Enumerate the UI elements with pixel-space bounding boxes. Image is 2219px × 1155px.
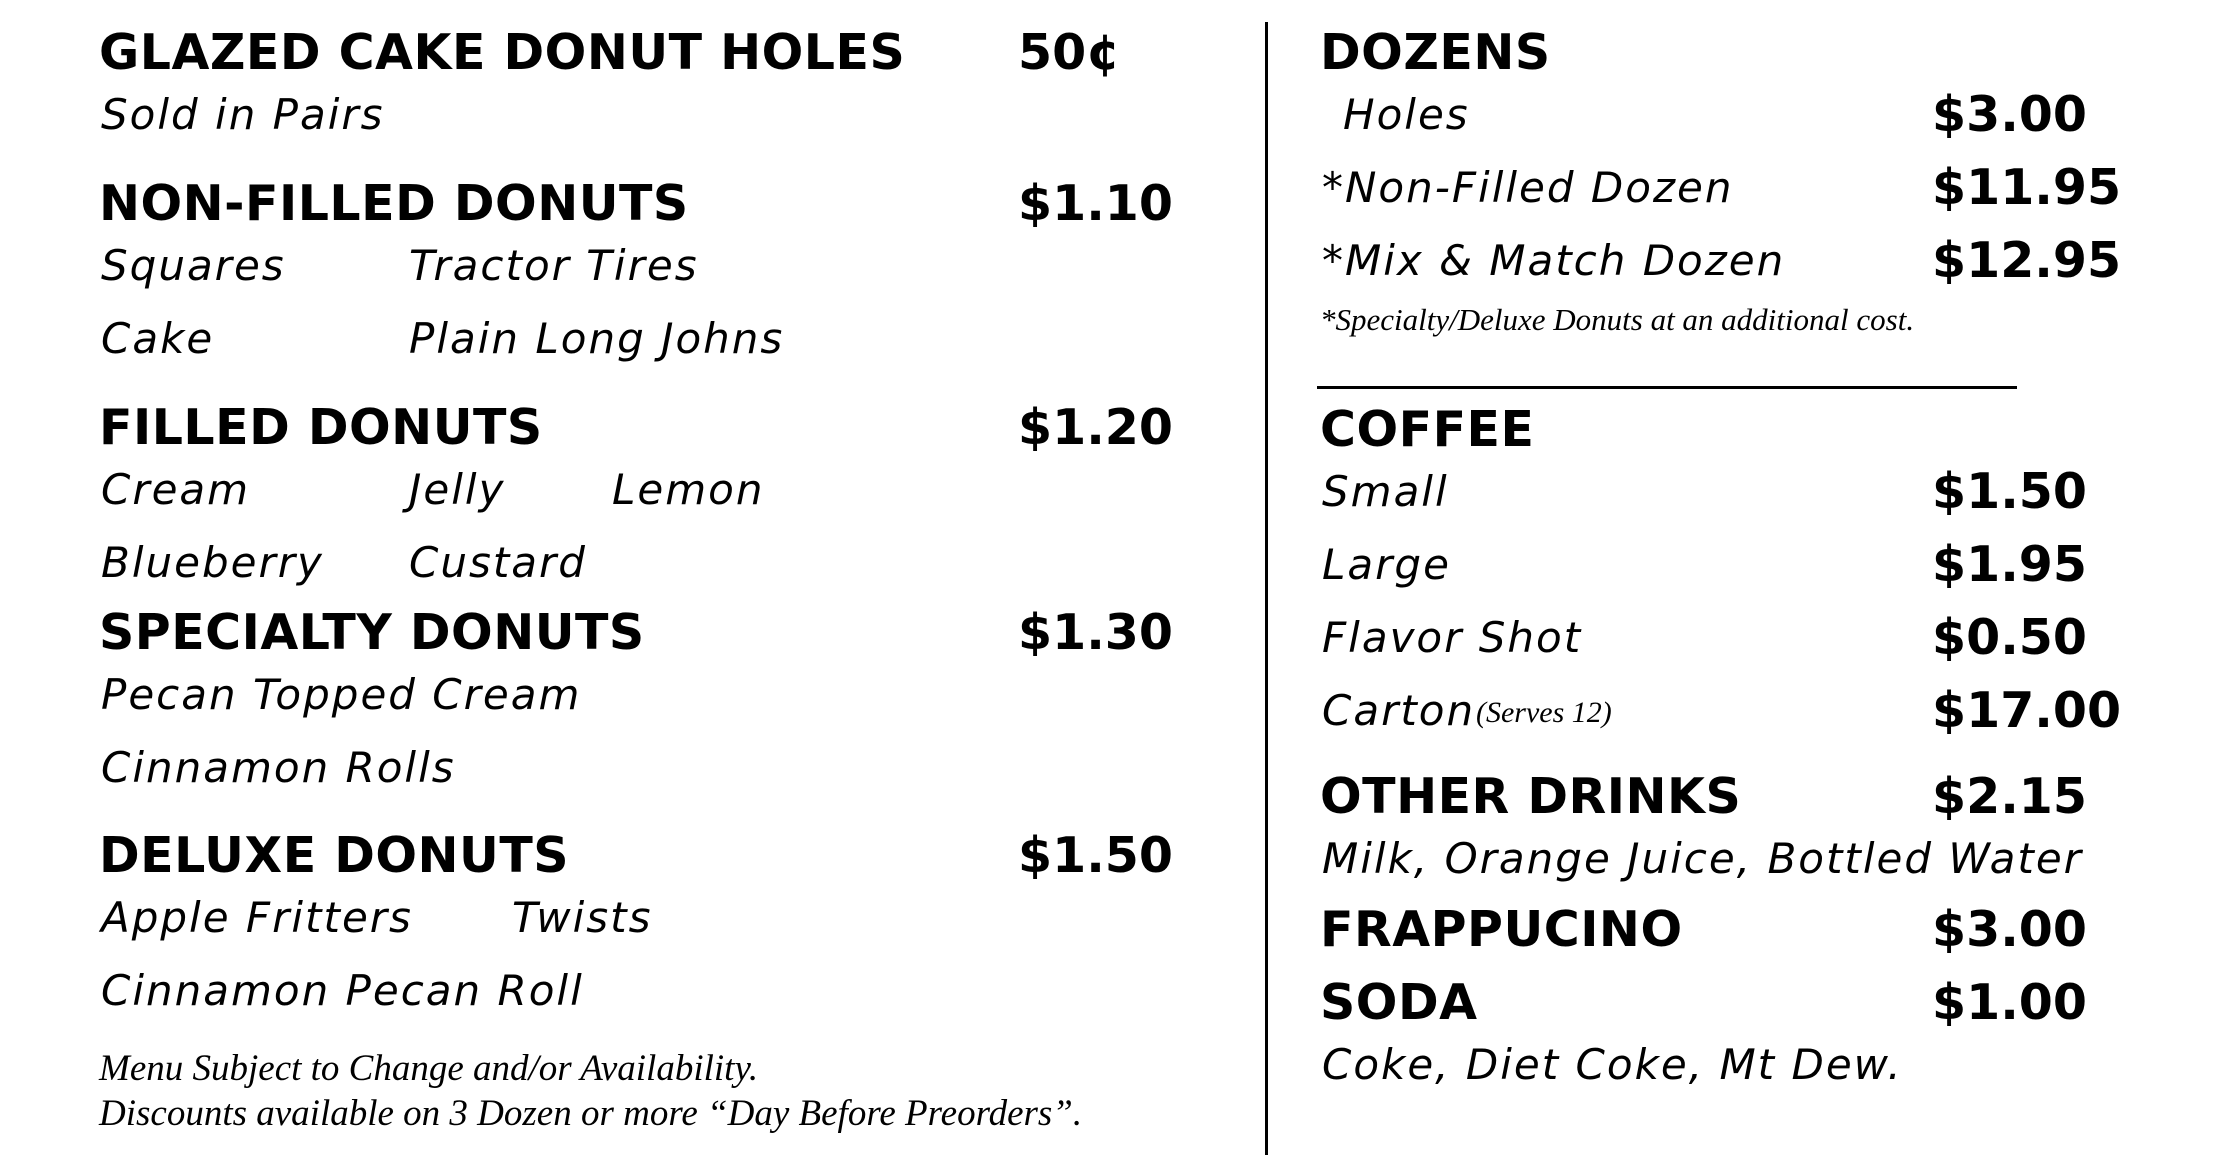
dozens-item-holes-price: $3.00	[1932, 86, 2087, 143]
coffee-item-flavor-shot-label: Flavor Shot	[1322, 613, 1583, 662]
deluxe-item-apple-fritters: Apple Fritters	[101, 893, 413, 942]
coffee-item-carton-price: $17.00	[1932, 682, 2122, 739]
non-filled-item-cake: Cake	[101, 314, 215, 363]
glazed-note: Sold in Pairs	[101, 90, 385, 139]
dozens-item-holes-label: Holes	[1343, 90, 1470, 139]
frappucino-title: FRAPPUCINO	[1320, 901, 1683, 958]
other-drinks-title: OTHER DRINKS	[1320, 768, 1742, 825]
specialty-item-pecan-topped-cream: Pecan Topped Cream	[101, 670, 582, 719]
frappucino-price: $3.00	[1932, 901, 2087, 958]
footer-note-availability: Menu Subject to Change and/or Availability.	[99, 1048, 759, 1089]
coffee-item-large-label: Large	[1322, 540, 1451, 589]
non-filled-item-plain-long-johns: Plain Long Johns	[409, 314, 785, 363]
filled-item-jelly: Jelly	[409, 465, 506, 514]
coffee-title: COFFEE	[1320, 401, 1535, 458]
section-rule	[1317, 386, 2017, 389]
specialty-price: $1.30	[1018, 604, 1173, 661]
deluxe-price: $1.50	[1018, 827, 1173, 884]
coffee-item-carton-sub: (Serves 12)	[1476, 696, 1612, 729]
non-filled-price: $1.10	[1018, 175, 1173, 232]
filled-item-lemon: Lemon	[612, 465, 765, 514]
filled-item-custard: Custard	[409, 538, 587, 587]
dozens-item-non-filled-label: *Non-Filled Dozen	[1322, 163, 1734, 212]
specialty-title: SPECIALTY DONUTS	[99, 604, 645, 661]
soda-title: SODA	[1320, 974, 1478, 1031]
coffee-item-small-price: $1.50	[1932, 463, 2087, 520]
deluxe-title: DELUXE DONUTS	[99, 827, 570, 884]
soda-price: $1.00	[1932, 974, 2087, 1031]
non-filled-item-tractor-tires: Tractor Tires	[409, 241, 699, 290]
specialty-item-cinnamon-rolls: Cinnamon Rolls	[101, 743, 456, 792]
dozens-item-mix-match-label: *Mix & Match Dozen	[1322, 236, 1786, 285]
filled-title: FILLED DONUTS	[99, 399, 543, 456]
filled-item-blueberry: Blueberry	[101, 538, 324, 587]
dozens-item-non-filled-price: $11.95	[1932, 159, 2122, 216]
coffee-item-carton-label: Carton	[1322, 686, 1476, 735]
filled-item-cream: Cream	[101, 465, 251, 514]
dozens-item-mix-match-price: $12.95	[1932, 232, 2122, 289]
other-drinks-price: $2.15	[1932, 768, 2087, 825]
soda-items: Coke, Diet Coke, Mt Dew.	[1322, 1040, 1903, 1089]
column-divider	[1265, 22, 1268, 1155]
coffee-item-small-label: Small	[1322, 467, 1449, 516]
filled-price: $1.20	[1018, 399, 1173, 456]
dozens-title: DOZENS	[1320, 24, 1551, 81]
non-filled-item-squares: Squares	[101, 241, 286, 290]
deluxe-item-cinnamon-pecan-roll: Cinnamon Pecan Roll	[101, 966, 584, 1015]
non-filled-title: NON-FILLED DONUTS	[99, 175, 689, 232]
footer-note-discounts: Discounts available on 3 Dozen or more “Day Before Preorders”.	[99, 1093, 1083, 1134]
other-drinks-items: Milk, Orange Juice, Bottled Water	[1322, 834, 2083, 883]
deluxe-item-twists: Twists	[512, 893, 653, 942]
dozens-note: *Specialty/Deluxe Donuts at an additional cost.	[1320, 302, 1915, 337]
coffee-item-large-price: $1.95	[1932, 536, 2087, 593]
coffee-item-flavor-shot-price: $0.50	[1932, 609, 2087, 666]
glazed-price: 50¢	[1018, 24, 1121, 81]
glazed-title: GLAZED CAKE DONUT HOLES	[99, 24, 906, 81]
